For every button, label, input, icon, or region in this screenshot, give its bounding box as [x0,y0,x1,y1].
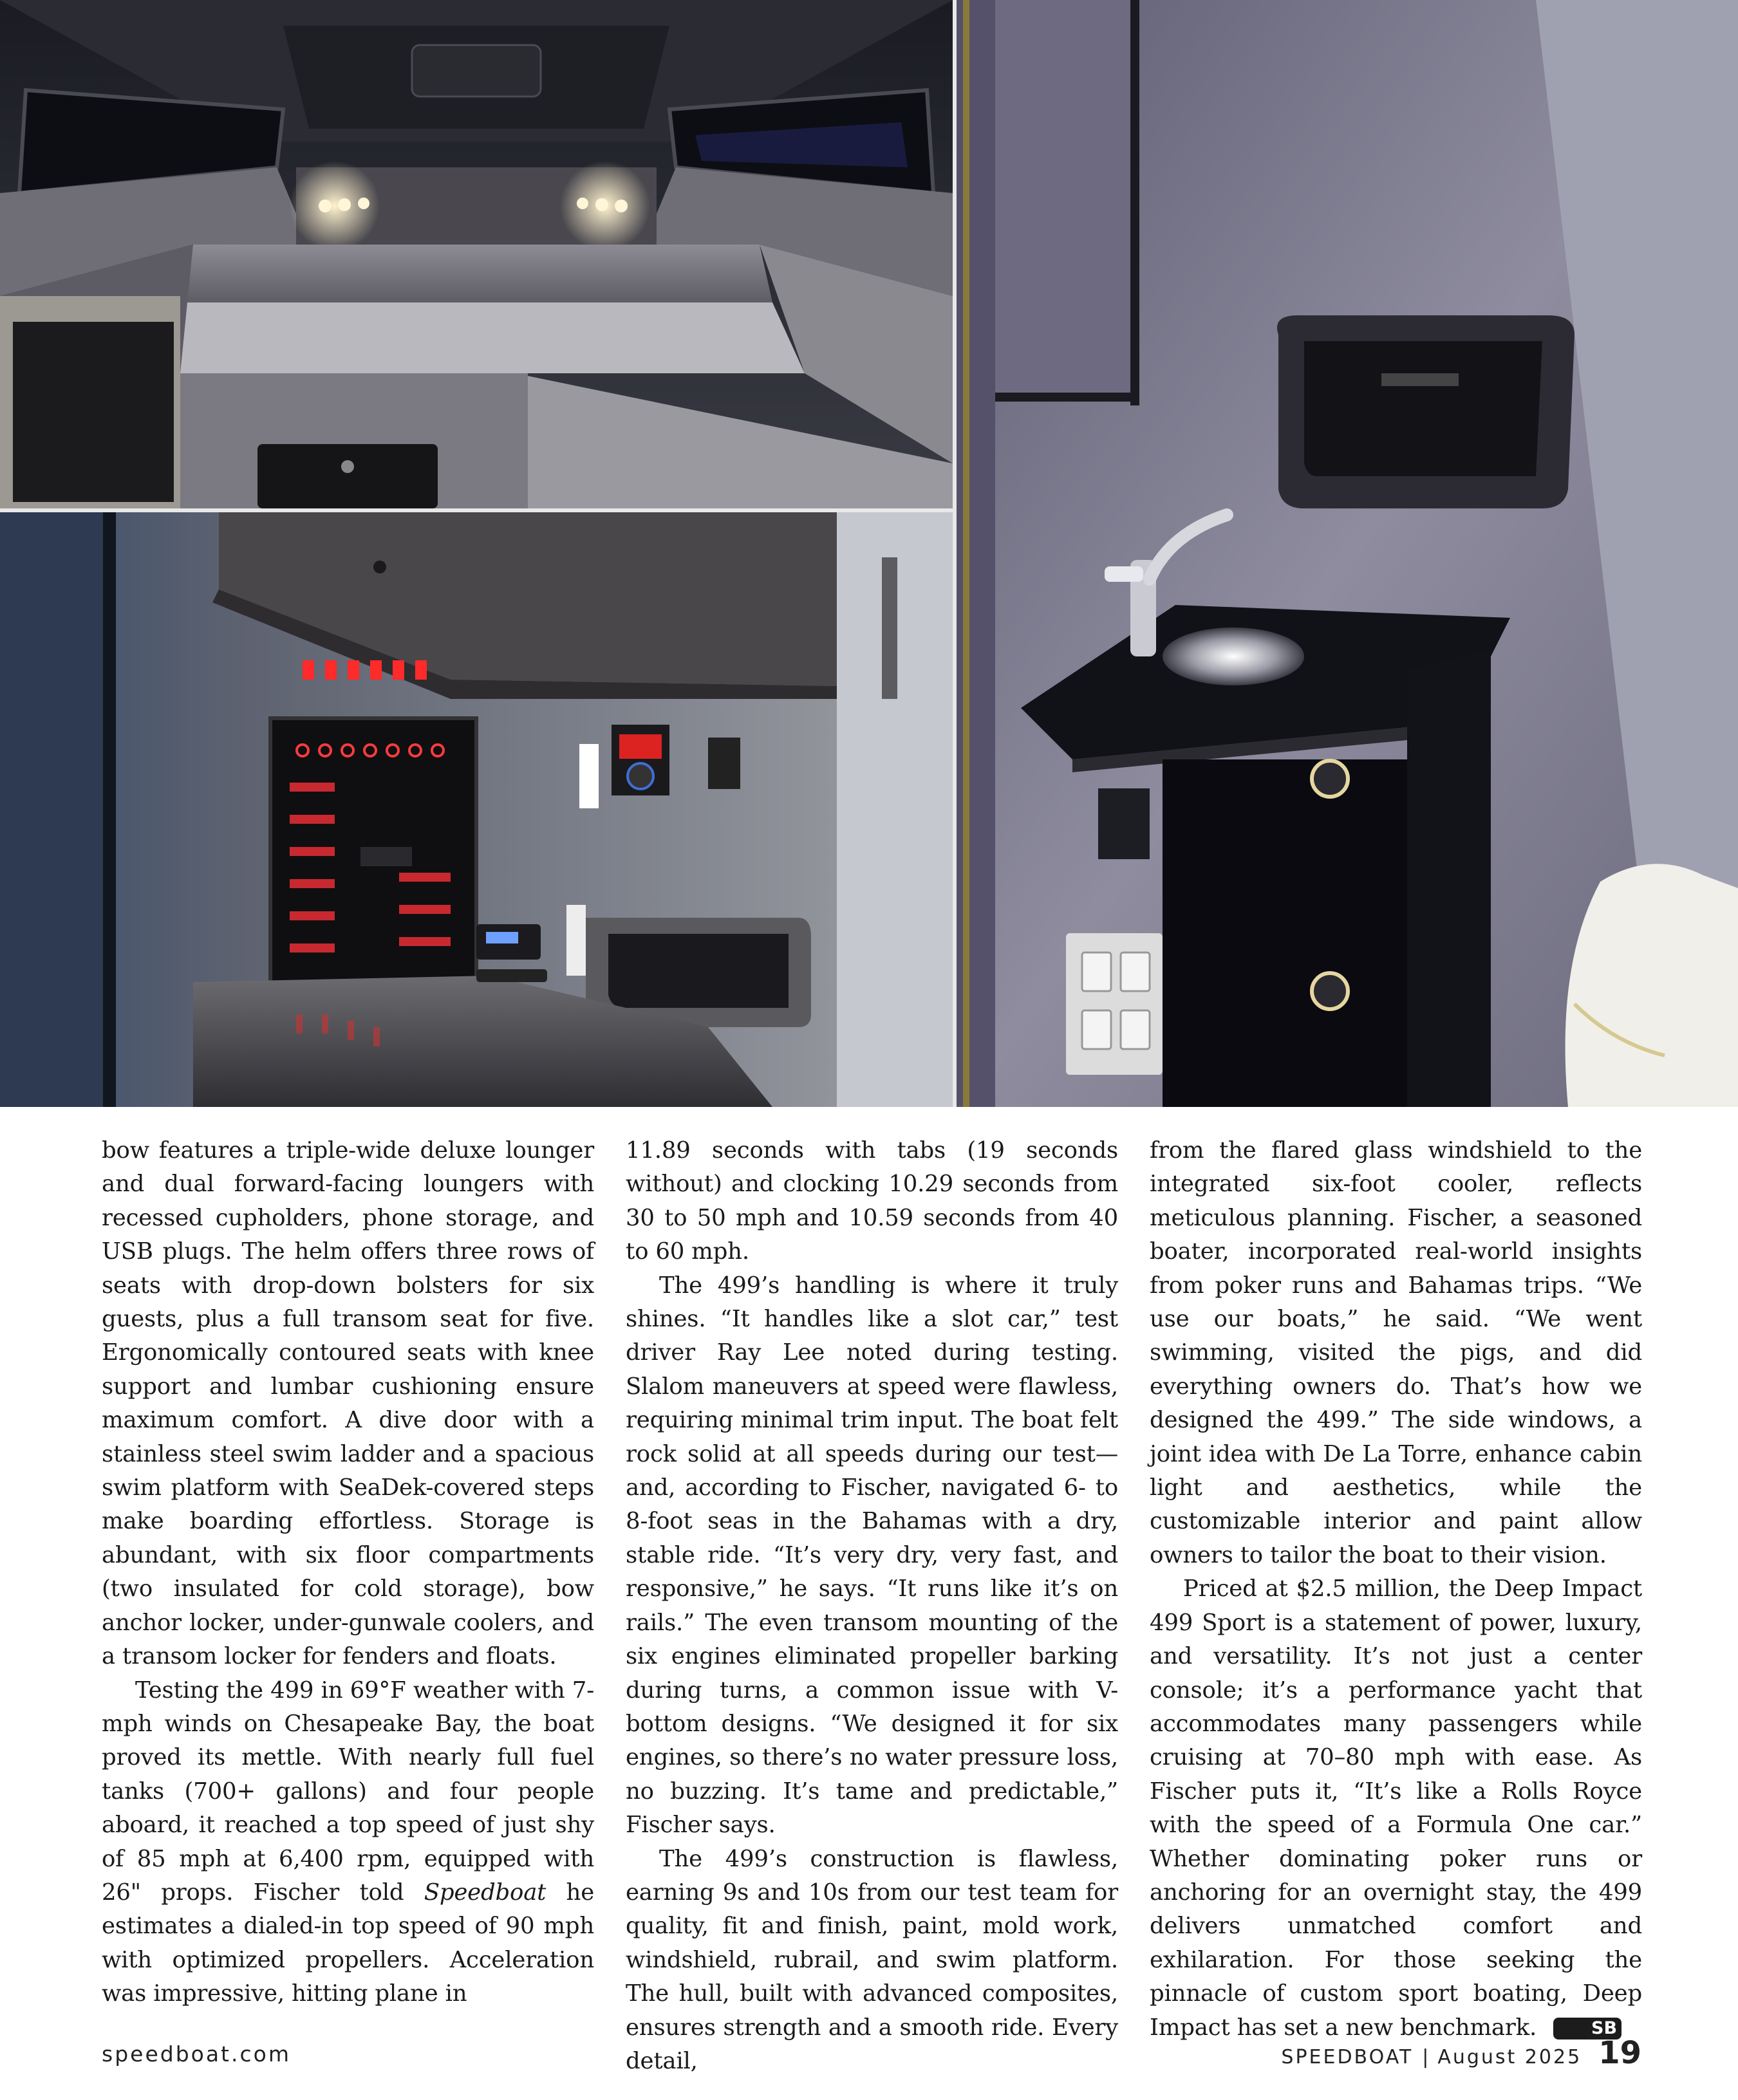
footer-magazine-name: SPEEDBOAT [1281,2046,1414,2068]
cabin-lounge-photo [0,0,953,508]
article-column-3 [1150,1134,1642,2045]
paragraph: Priced at $2.5 million, the Deep Impact 499 Sport is a statement of power, luxury, and versatility. It’s not just a center console; it’s a performance yacht that accommodates many passengers while cruising at 70–80 mph with ease. As Fischer puts it, “It’s like a Rolls Royce with the speed of a Formula One car.” Whether dominating poker runs or anchoring for an overnight stay, the 499 delivers unmatched comfort and exhilaration. For those seeking the pinnacle of custom sport boating, Deep Impact has set a new benchmark. SB [1150,1575,1642,2041]
page-number: 19 [1598,2035,1641,2071]
end-of-article-mark: SB [1553,2018,1621,2040]
head-sink-photo [957,0,1738,1107]
photo-gutter-horizontal [0,508,953,512]
footer-website: speedboat.com [102,2041,291,2067]
footer-separator: | [1422,2046,1429,2068]
article-column-2 [626,1134,1118,2078]
footer-folio [1281,2035,1641,2071]
paragraph: 11.89 seconds with tabs (19 seconds without) and clocking 10.29 seconds from 30 to 50 mph and 10.59 seconds from 40 to 60 mph. [626,1137,1118,1265]
paragraph: The 499’s handling is where it truly shines. “It handles like a slot car,” test driver Ray Lee noted during testing. Slalom maneuvers at speed were flawless, requiring minimal trim input. The boat felt rock solid at all speeds during our test—and, according to Fischer, navigated 6- to 8-foot seas in the Bahamas with a dry, stable ride. “It’s very dry, very fast, and responsive,” he says. “It runs like it’s on rails.” The even transom mounting of the six engines eliminated propeller barking during turns, a common issue with V-bottom designs. “We designed it for six engines, so there’s no water pressure loss, no buzzing. It’s tame and predictable,” Fischer says. [626,1272,1118,1839]
paragraph: Testing the 499 in 69°F weather with 7-mph winds on Chesapeake Bay, the boat proved its mettle. With nearly full fuel tanks (700+ gallons) and four people aboard, it reached a top speed of just shy of 85 mph at 6,400 rpm, equipped with 26" props. Fischer told Speedboat he estimates a dialed-in top speed of 90 mph with optimized propellers. Acceleration was impressive, hitting plane in [102,1677,595,2007]
article-column-1 [102,1134,594,2011]
paragraph: The 499’s construction is flawless, earning 9s and 10s from our test team for quality, fit and finish, paint, mold work, windshield, rubrail, and swim platform. The hull, built with advanced composites, ensures strength and a smooth ride. Every detail, [626,1845,1118,2074]
paragraph: from the flared glass windshield to the integrated six-foot cooler, reflects meticulous planning. Fischer, a seasoned boater, incorporated real-world insights from poker runs and Bahamas trips. “We use our boats,” he said. “We went swimming, visited the pigs, and did everything owners do. That’s how we designed the 499.” The side windows, a joint idea with De La Torre, enhance cabin light and aesthetics, while the customizable interior and paint allow owners to tailor the boat to their vision. [1150,1137,1642,1568]
paragraph: bow features a triple-wide deluxe lounger and dual forward-facing loungers with recessed cupholders, phone storage, and USB plugs. The helm offers three rows of seats with drop-down bolsters for six guests, plus a full transom seat for five. Ergonomically contoured seats with knee support and lumbar cushioning ensure maximum comfort. A dive door with a stainless steel swim ladder and a spacious swim platform with SeaDek-covered steps make boarding effortless. Storage is abundant, with six floor compartments (two insulated for cold storage), bow anchor locker, under-gunwale coolers, and a transom locker for fenders and floats. [102,1137,594,1670]
photo-gutter-vertical [953,0,957,1107]
helm-electrical-panel-photo [0,512,953,1107]
publication-name: Speedboat [424,1879,547,1906]
footer-issue-date: August 2025 [1437,2046,1582,2068]
